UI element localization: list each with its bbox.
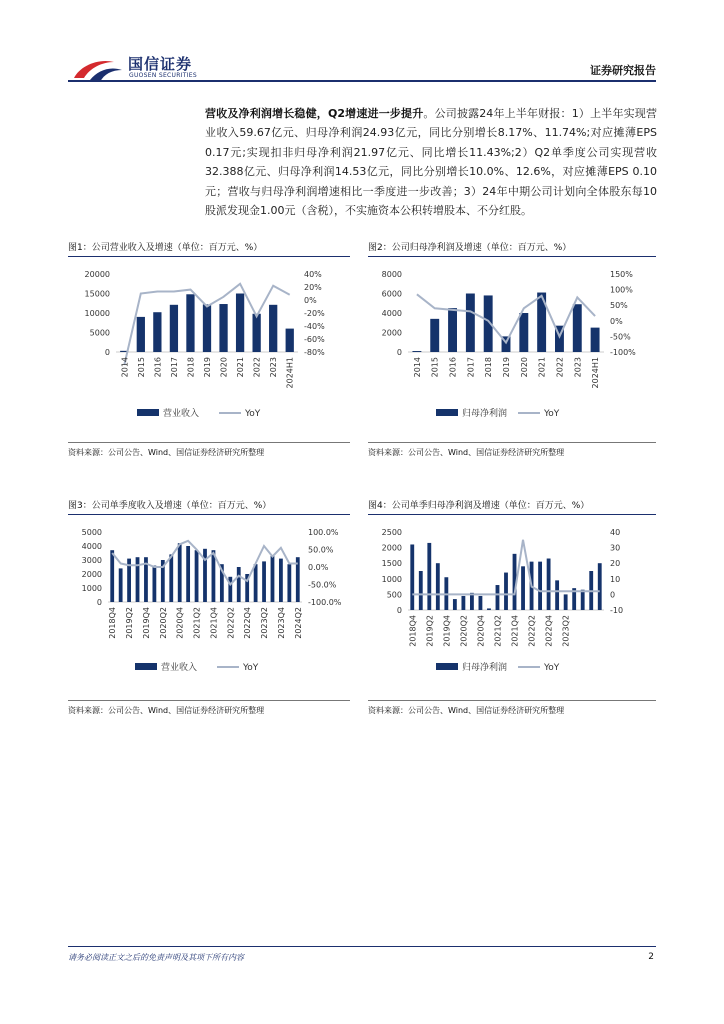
legend-line-label: YoY — [544, 409, 560, 419]
legend-bar-label: 归母净利润 — [462, 409, 508, 419]
fig3-rule — [68, 514, 350, 515]
x-tick-label: 2023 — [269, 357, 279, 378]
y2-tick-label: 40 — [610, 528, 621, 537]
x-tick-label: 2018Q4 — [108, 607, 118, 639]
y-tick-label: 3000 — [81, 556, 102, 565]
bar — [186, 294, 194, 352]
bar — [448, 308, 457, 352]
x-tick-label: 2018 — [186, 357, 196, 378]
y-tick-label: 8000 — [381, 270, 402, 279]
source-note-2: 资料来源：公司公告、Wind、国信证券经济研究所整理 — [368, 448, 565, 457]
bar — [547, 559, 551, 610]
chart-revenue-quarterly — [68, 520, 350, 700]
x-tick-label: 2023Q4 — [276, 607, 286, 639]
y2-tick-label: 20% — [304, 283, 322, 292]
legend-line-label: YoY — [243, 663, 259, 673]
legend-bar-swatch — [436, 663, 458, 670]
headline: 营收及净利润增长稳健，Q2增速进一步提升 — [205, 107, 424, 120]
y-tick-label: 0 — [396, 348, 402, 357]
bar — [169, 554, 173, 602]
y-tick-label: 6000 — [381, 289, 402, 299]
y2-tick-label: -100.0% — [308, 598, 342, 607]
bar — [286, 329, 294, 352]
legend-bar-label: 营业收入 — [161, 663, 198, 673]
chart-netprofit-quarterly — [368, 520, 656, 700]
report-type: 证券研究报告 — [590, 64, 656, 77]
yoy-line — [417, 294, 595, 342]
x-tick-label: 2020 — [519, 357, 529, 378]
chart-netprofit-annual — [368, 262, 656, 437]
bar — [519, 313, 528, 352]
bar — [496, 585, 500, 610]
y-tick-label: 2000 — [381, 543, 402, 553]
x-tick-label: 2020Q4 — [175, 607, 185, 639]
x-tick-label: 2020 — [219, 357, 229, 378]
x-tick-label: 2015 — [430, 357, 440, 378]
y-tick-label: 1500 — [381, 559, 402, 569]
bar — [236, 294, 244, 353]
bar — [271, 556, 275, 602]
body-text: 。公司披露24年上半年财报：1）上半年实现营业收入59.67亿元、归母净利润24.93亿元，同比分别增长8.17%、11.74%;对应摊薄EPS 0.17元;实现扣非归母净利润21.97亿元、同比增长11.43%;2）Q2单季度公司实现营收32.388亿元、归母净利润14.53亿元，同比分别增长10.0%、12.6%，对应摊薄EPS 0.10元；营收与归母净利润增速相比一季度进一步改善；3）24年中期公司计划向全体股东每10股派发现金1.00元（含税），不实施资本公积转增股本、不分红股。 — [205, 107, 657, 218]
x-tick-label: 2021 — [537, 357, 547, 378]
x-tick-label: 2016 — [448, 357, 458, 378]
legend-bar-swatch — [436, 409, 458, 416]
y-tick-label: 4000 — [381, 309, 402, 318]
x-tick-label: 2023 — [573, 357, 583, 378]
x-tick-label: 2023Q2 — [561, 615, 571, 647]
y-tick-label: 5000 — [81, 528, 102, 537]
x-tick-label: 2016 — [153, 357, 163, 378]
bar — [521, 566, 525, 610]
fig2-title: 图2：公司归母净利润及增速（单位：百万元、%） — [368, 243, 572, 253]
x-tick-label: 2024Q2 — [293, 607, 303, 639]
x-tick-label: 2022Q4 — [544, 615, 554, 647]
legend-bar-label: 归母净利润 — [462, 663, 508, 673]
fig3-title: 图3：公司单季度收入及增速（单位：百万元、%） — [68, 501, 272, 511]
bar — [419, 571, 423, 610]
bar — [203, 304, 211, 352]
y2-tick-label: 0 — [610, 590, 616, 600]
x-tick-label: 2022 — [555, 357, 565, 378]
body-paragraph — [205, 104, 657, 220]
x-tick-label: 2014 — [120, 357, 130, 378]
y2-tick-label: -80% — [304, 348, 325, 357]
x-tick-label: 2019Q2 — [425, 615, 435, 647]
bar — [466, 294, 475, 353]
x-tick-label: 2020Q2 — [459, 615, 469, 647]
bar — [279, 559, 283, 602]
x-tick-label: 2024H1 — [591, 357, 601, 389]
src1-rule — [68, 442, 350, 443]
logo-text-en: GUOSEN SECURITIES — [129, 72, 198, 79]
y2-tick-label: 100.0% — [308, 528, 339, 537]
y-tick-label: 2000 — [81, 570, 102, 579]
x-tick-label: 2017 — [169, 357, 179, 378]
bar — [555, 580, 559, 610]
y2-tick-label: 0% — [610, 316, 623, 326]
legend-bar-swatch — [137, 409, 159, 416]
x-tick-label: 2019Q4 — [442, 615, 452, 647]
bar — [412, 351, 421, 352]
y2-tick-label: 50.0% — [308, 545, 334, 555]
bar — [262, 561, 266, 602]
y-tick-label: 1000 — [81, 584, 102, 593]
bar — [564, 594, 568, 610]
y-tick-label: 20000 — [84, 270, 110, 279]
bar — [195, 550, 199, 602]
src4-rule — [368, 700, 656, 701]
bar — [287, 564, 291, 602]
x-tick-label: 2021Q4 — [209, 607, 219, 639]
source-note-1: 资料来源：公司公告、Wind、国信证券经济研究所整理 — [68, 448, 265, 457]
fig2-rule — [368, 256, 656, 257]
y-tick-label: 4000 — [81, 542, 102, 551]
y2-tick-label: -50% — [610, 332, 631, 342]
logo-text-cn: 国信证券 — [128, 55, 193, 73]
x-tick-label: 2019Q4 — [141, 607, 151, 639]
bar — [119, 568, 123, 602]
bar — [219, 304, 227, 352]
bar — [598, 563, 602, 610]
bar — [137, 317, 145, 352]
legend-bar-label: 营业收入 — [163, 409, 200, 419]
x-tick-label: 2018 — [484, 357, 494, 378]
y2-tick-label: -60% — [304, 335, 325, 344]
bar — [581, 590, 585, 610]
bar — [253, 314, 261, 352]
x-tick-label: 2018Q4 — [408, 615, 418, 647]
x-tick-label: 2023Q2 — [260, 607, 270, 639]
source-note-4: 资料来源：公司公告、Wind、国信证券经济研究所整理 — [368, 706, 565, 715]
bar — [436, 563, 440, 610]
fig1-title: 图1：公司营业收入及增速（单位：百万元、%） — [68, 243, 263, 253]
y-tick-label: 0 — [96, 598, 102, 607]
bar — [237, 567, 241, 602]
y2-tick-label: -10 — [610, 606, 624, 615]
y2-tick-label: 0.0% — [308, 563, 329, 572]
y-tick-label: 1000 — [381, 574, 402, 584]
fig4-rule — [368, 514, 656, 515]
y-tick-label: 10000 — [84, 309, 110, 318]
bar — [453, 599, 457, 610]
bar — [573, 304, 582, 352]
fig4-title: 图4：公司单季归母净利润及增速（单位：百万元、%） — [368, 501, 590, 511]
y2-tick-label: 0% — [304, 296, 317, 305]
bar — [178, 543, 182, 602]
x-tick-label: 2022 — [252, 357, 262, 378]
y2-tick-label: 10 — [610, 574, 621, 584]
y-tick-label: 0 — [396, 606, 402, 615]
y2-tick-label: 30 — [610, 543, 621, 553]
header-rule — [68, 80, 656, 82]
x-tick-label: 2014 — [412, 357, 422, 378]
x-tick-label: 2021 — [236, 357, 246, 378]
x-tick-label: 2021Q2 — [493, 615, 503, 647]
footer-disclaimer: 请务必阅读正文之后的免责声明及其项下所有内容 — [68, 953, 244, 962]
y2-tick-label: 150% — [610, 270, 633, 279]
chart-revenue-annual — [68, 262, 350, 437]
y2-tick-label: -100% — [610, 348, 636, 357]
y-tick-label: 15000 — [84, 289, 110, 299]
x-tick-label: 2021Q4 — [510, 615, 520, 647]
bar — [479, 596, 483, 610]
x-tick-label: 2022Q2 — [527, 615, 537, 647]
x-tick-label: 2017 — [466, 357, 476, 378]
x-tick-label: 2020Q4 — [476, 615, 486, 647]
y2-tick-label: 50% — [610, 301, 628, 311]
x-tick-label: 2015 — [136, 357, 146, 378]
bar — [153, 312, 161, 352]
y2-tick-label: -20% — [304, 309, 325, 318]
legend-bar-swatch — [135, 663, 157, 670]
bar — [504, 573, 508, 610]
bar — [430, 319, 439, 352]
legend-line-label: YoY — [544, 663, 560, 673]
bar — [538, 562, 542, 610]
bar — [269, 305, 277, 352]
y-tick-label: 500 — [386, 590, 402, 600]
y2-tick-label: -40% — [304, 322, 325, 331]
bar — [186, 546, 190, 602]
y-tick-label: 2500 — [381, 528, 402, 537]
y2-tick-label: 20 — [610, 559, 621, 569]
bar — [487, 608, 491, 610]
fig1-rule — [68, 256, 350, 257]
src3-rule — [68, 700, 350, 701]
bar — [110, 550, 114, 602]
x-tick-label: 2020Q2 — [158, 607, 168, 639]
src2-rule — [368, 442, 656, 443]
bar — [254, 564, 258, 602]
bar — [136, 557, 140, 602]
y-tick-label: 2000 — [381, 328, 402, 338]
bar — [470, 593, 474, 610]
bar — [170, 305, 178, 352]
y2-tick-label: -50.0% — [308, 580, 337, 590]
y2-tick-label: 40% — [304, 270, 322, 279]
x-tick-label: 2024H1 — [285, 357, 295, 389]
y2-tick-label: 100% — [610, 285, 633, 295]
footer-rule — [68, 946, 656, 947]
x-tick-label: 2019Q2 — [125, 607, 135, 639]
x-tick-label: 2019 — [502, 357, 511, 378]
source-note-3: 资料来源：公司公告、Wind、国信证券经济研究所整理 — [68, 706, 265, 715]
bar — [152, 566, 156, 602]
bar — [461, 596, 465, 610]
y-tick-label: 5000 — [89, 328, 110, 338]
page-number: 2 — [648, 952, 654, 962]
legend-line-label: YoY — [245, 409, 261, 419]
x-tick-label: 2022Q4 — [243, 607, 253, 639]
x-tick-label: 2019 — [203, 357, 212, 378]
y-tick-label: 0 — [104, 348, 110, 357]
bar — [410, 544, 414, 610]
bar — [591, 328, 600, 352]
x-tick-label: 2021Q2 — [192, 607, 202, 639]
bar — [427, 543, 431, 610]
x-tick-label: 2022Q2 — [226, 607, 236, 639]
